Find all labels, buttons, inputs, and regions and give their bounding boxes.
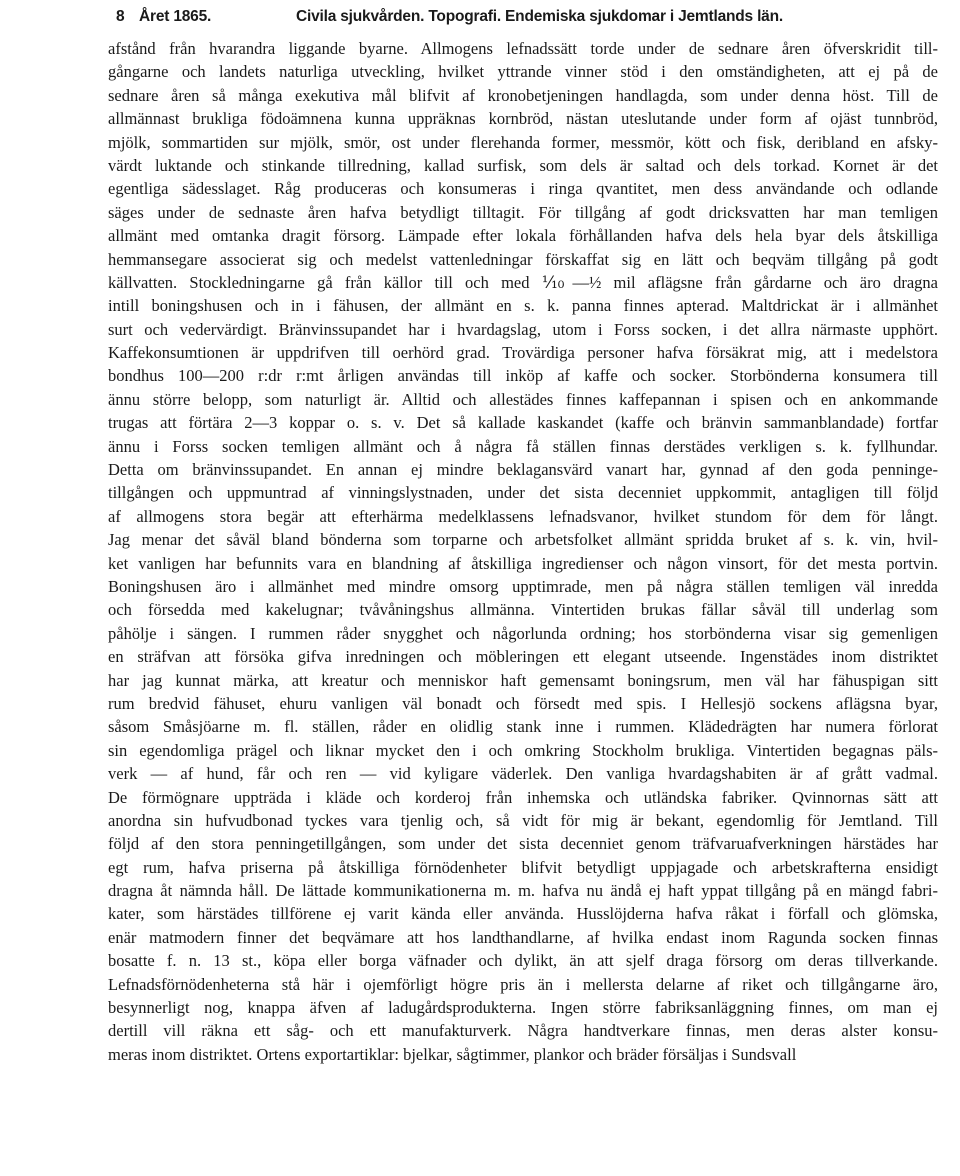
text-line: ket vanligen har befunnits vara en blandning af åtskilliga ingredienser och någon vinsort, för det mesta portvin. [108, 553, 938, 573]
text-line: påhölje i sängen. I rummen råder snygghet och någorlunda ordning; hos storbönderna visar sig gemenligen [108, 623, 938, 643]
text-line: värdt luktande och stinkande tillredning, kallad surfisk, som dels är saltad och dels torkad. Kornet är det [108, 155, 938, 175]
text-line: dertill vill räkna ett såg- och ett manufakturverk. Några handtverkare finnas, men deras alster konsu- [108, 1021, 938, 1041]
text-line: säges under de sednaste åren hafva betydligt tilltagit. För tillgång af godt dricksvatten har man temligen [108, 202, 938, 222]
text-line: meras inom distriktet. Ortens exportartiklar: bjelkar, sågtimmer, plankor och bräder försäljas i Sundsvall [108, 1044, 797, 1064]
text-line: ännu i Forss socken temligen allmänt och å några få ställen finnas derstädes verkligen s. k. fyllhundar. [108, 436, 938, 456]
year-label: Året 1865. [139, 8, 212, 25]
text-line: ännu större belopp, som naturligt är. Alltid och allestädes finnes kaffepannan i spisen och en ankommande [108, 389, 938, 409]
text-line: enär matmodern finner det beqvämare att hos landthandlarne, af hvilka endast inom Ragunda socken finnas [108, 927, 938, 947]
text-line: och försedda med kakelugnar; tvåvåningshus allmänna. Vintertiden brukas fällar såväl till underlag som [108, 600, 938, 620]
text-line: rum bredvid fähuset, ehuru vanligen väl bonadt och försedt med spis. I Hellesjö sockens aflägsna byar, [108, 693, 938, 713]
text-line: af allmogens stora begär att efterhärma medelklassens lefnadsvanor, hvilket stundom för dem för långt. [108, 506, 938, 526]
text-line: De förmögnare uppträda i kläde och korderoj från inhemska och utländska fabriker. Qvinnornas sätt att [108, 787, 938, 807]
running-header [0, 0, 960, 40]
text-line: kater, som härstädes tillförene ej varit kända eller använda. Husslöjderna hafva råkat i förfall och glömska, [108, 904, 938, 924]
text-line: gångarne och landets naturliga utveckling, hvilket yttrande vinner stöd i den omständigheten, att ej på de [108, 62, 938, 82]
text-line: dragna åt nämnda håll. De lättade kommunikationerna m. m. hafva nu ändå ej haft yppat tillgång på en mängd fabri- [108, 881, 938, 901]
section-title: Civila sjukvården. Topografi. Endemiska sjukdomar i Jemtlands län. [296, 8, 783, 25]
text-line: allmännast brukliga födoämnena kunna uppräknas kornbröd, nästan uteslutande under form af ojäst tunnbröd, [108, 109, 938, 129]
text-line: trugas att förtära 2—3 koppar o. s. v. Det så kallade kaskandet (kaffe och bränvin sammanblandade) fortfar [108, 413, 938, 433]
text-line: bosatte f. n. 13 st., köpa eller borga väfnader och dylikt, än att sjelf draga försorg om deras tillverkande. [108, 951, 938, 971]
text-line: bondhus 100—200 r:dr r:mt årligen användas till inköp af kaffe och socker. Storbönderna konsumera till [108, 366, 938, 386]
text-line: hemmansegare associerat sig och medelst vattenledningar förskaffat sig en lätt och beqväm tillgång på godt [108, 249, 938, 269]
text-line: Boningshusen äro i allmänhet med mindre omsorg upptimrade, men på några ställen temligen väl inredda [108, 576, 938, 596]
body-text [108, 37, 938, 1066]
text-line: en sträfvan att försöka gifva inredningen och möbleringen ett elegant utseende. Ingenstädes inom distriktet [108, 647, 938, 667]
text-line: anordna sin hufvudbonad tyckes vara tjenlig och, så vidt för mig är bekant, egendomlig för Jemtland. Till [108, 810, 938, 830]
text-line: sin egendomliga prägel och liknar mycket den i och omkring Stockholm brukliga. Vintertiden begagnas päls- [108, 740, 938, 760]
text-line: allmänt med omtanka dragit försorg. Lämpade efter lokala förhållanden hafva dels hela byar dels åtskilliga [108, 226, 938, 246]
text-line: verk — af hund, får och ren — vid kyligare väderlek. Den vanliga hvardagshabiten är af grått vadmal. [108, 764, 938, 784]
text-line: egentliga sädesslaget. Råg produceras och konsumeras i ringa qvantitet, men dess användande och odlande [108, 179, 938, 199]
text-line: Jag menar det såväl bland bönderna som torparne och arbetsfolket allmänt spridda bruket af s. k. vin, hvil- [108, 530, 938, 550]
text-line: följd af den stora penningetillgången, som under det sista decenniet genom träfvaruafverkningen härstädes har [108, 834, 938, 854]
text-line: Detta om bränvinssupandet. En annan ej mindre beklagansvärd vanart har, gynnad af den goda penninge- [108, 460, 938, 480]
text-line: surt och vedervärdigt. Bränvinssupandet har i hvardagslag, utom i Forss socken, i det allra närmaste upphört. [108, 319, 938, 339]
text-line: afstånd från hvarandra liggande byarne. Allmogens lefnadssätt torde under de sednare åren öfverskridit till- [108, 39, 938, 58]
text-line: besynnerligt nog, knappa äfven af ladugårdsprodukterna. Ingen större fabriksanläggning finnes, om man ej [108, 998, 938, 1018]
text-line: Kaffekonsumtionen är uppdrifven till oerhörd grad. Trovärdiga personer hafva försäkrat mig, att i medelstora [108, 343, 938, 363]
text-line: har jag kunnat märka, att kreatur och menniskor haft gemensamt boningsrum, men väl har fähuspigan sitt [108, 670, 938, 690]
text-line: tillgången och uppmuntrad af vinningslystnaden, under det sista decenniet uppkommit, antagligen till följd [108, 483, 938, 503]
text-line: källvatten. Stockledningarne gå från källor till och med ⅒—½ mil aflägsne från gårdarne och äro dragna [108, 272, 938, 292]
text-line: intill boningshusen och in i fähusen, der allmänt en s. k. panna finnes apterad. Maltdrickat är i allmänhet [108, 296, 938, 316]
text-line: Lefnadsförnödenheterna stå här i ojemförligt högre pris än i mellersta delarne af riket och tillgångarne äro, [108, 974, 938, 994]
text-line: såsom Småsjöarne m. fl. ställen, råder en olidlig stank inne i rummen. Klädedrägten har numera förlorat [108, 717, 938, 737]
text-line: sednare åren så många exekutiva mål blifvit af kronobetjeningen handlagda, som under denna höst. Till de [108, 85, 938, 105]
text-line: mjölk, sommartiden sur mjölk, smör, ost under flerehanda former, messmör, kött och fisk, deribland en afsky- [108, 132, 938, 152]
page-number: 8 [116, 8, 125, 25]
text-line: egt rum, hafva priserna på åtskilliga förnödenheter blifvit betydligt uppjagade och arbetskrafterna ensidigt [108, 857, 938, 877]
